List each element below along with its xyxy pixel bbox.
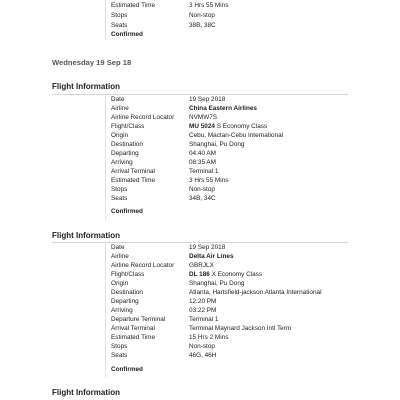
row-value [189,271,262,279]
row-label: Departing [111,298,139,305]
flight-number: DL 186 [189,271,210,278]
row-label: Airline Record Locator [111,262,175,269]
date-heading: Wednesday 19 Sep 18 [52,58,132,67]
status-badge: Confirmed [111,208,143,215]
row-label: Arrival Terminal [111,168,155,175]
row-label: Estimated Time [111,177,156,184]
row-label: Origin [111,280,129,287]
row-value: 04:40 AM [189,150,217,157]
section-divider [52,94,348,95]
row-value: Shanghai, Pu Dong [189,280,245,287]
row-label: Flight/Class [111,123,145,130]
row-value: 38B, 38C [189,22,216,29]
row-value: 46G, 46H [189,352,217,359]
row-value: 15 Hrs 2 Mins [189,334,229,341]
row-label: Destination [111,289,143,296]
row-label: Departure Terminal [111,316,166,323]
row-label: Airline [111,253,129,260]
row-divider [105,243,106,378]
row-label: Estimated Time [111,334,156,341]
row-label: Arrival Terminal [111,325,155,332]
row-value: Terminal Maynard Jackson Intl Term [189,325,292,332]
row-label: Date [111,96,125,103]
row-value: China Eastern Airlines [189,105,257,112]
row-value [189,123,267,131]
section-title: Flight Information [52,82,120,91]
row-value: 19 Sep 2018 [189,244,226,251]
row-value: GBRJLX [189,262,214,269]
row-value: 08:35 AM [189,159,217,166]
row-label: Flight/Class [111,271,145,278]
row-value: Non-stop [189,343,215,350]
row-value: 19 Sep 2018 [189,96,226,103]
row-value: Delta Air Lines [189,253,234,260]
row-value: 3 Hrs 55 Mins [189,177,229,184]
row-label: Stops [111,186,128,193]
section-title: Flight Information [52,388,120,397]
row-value: Terminal 1 [189,168,219,175]
row-label: Seats [111,195,128,202]
row-value: 12:20 PM [189,298,217,305]
row-value: 03:22 PM [189,307,217,314]
row-value: Cebu, Mactan-Cebu International [189,132,284,139]
row-label: Departing [111,150,139,157]
row-label: Seats [111,352,128,359]
flight-class: S Economy Class [214,123,268,130]
section-divider [52,242,348,243]
row-label: Stops [111,12,128,19]
row-label: Origin [111,132,129,139]
row-value: Shanghai, Pu Dong [189,141,245,148]
row-label: Seats [111,22,128,29]
row-label: Destination [111,141,143,148]
row-label: Airline Record Locator [111,114,175,121]
row-value: 34B, 34C [189,195,216,202]
row-label: Arriving [111,307,133,314]
row-value: Terminal 1 [189,316,219,323]
flight-class: X Economy Class [209,271,263,278]
row-divider [105,95,106,220]
section-title: Flight Information [52,231,120,240]
fragment-divider [105,0,106,40]
row-value: Non-stop [189,186,215,193]
row-value: Non-stop [189,12,215,19]
row-value: NVMW7S [189,114,218,121]
row-value: 3 Hrs 55 Mins [189,2,229,9]
row-label: Stops [111,343,128,350]
row-value: Atlanta, Hartsfield-jackson Atlanta International [189,289,322,296]
row-label: Estimated Time [111,2,156,9]
status-badge: Confirmed [111,366,143,373]
row-label: Arriving [111,159,133,166]
status-badge: Confirmed [111,31,143,38]
flight-number: MU 5024 [189,123,215,130]
row-label: Date [111,244,125,251]
row-label: Airline [111,105,129,112]
